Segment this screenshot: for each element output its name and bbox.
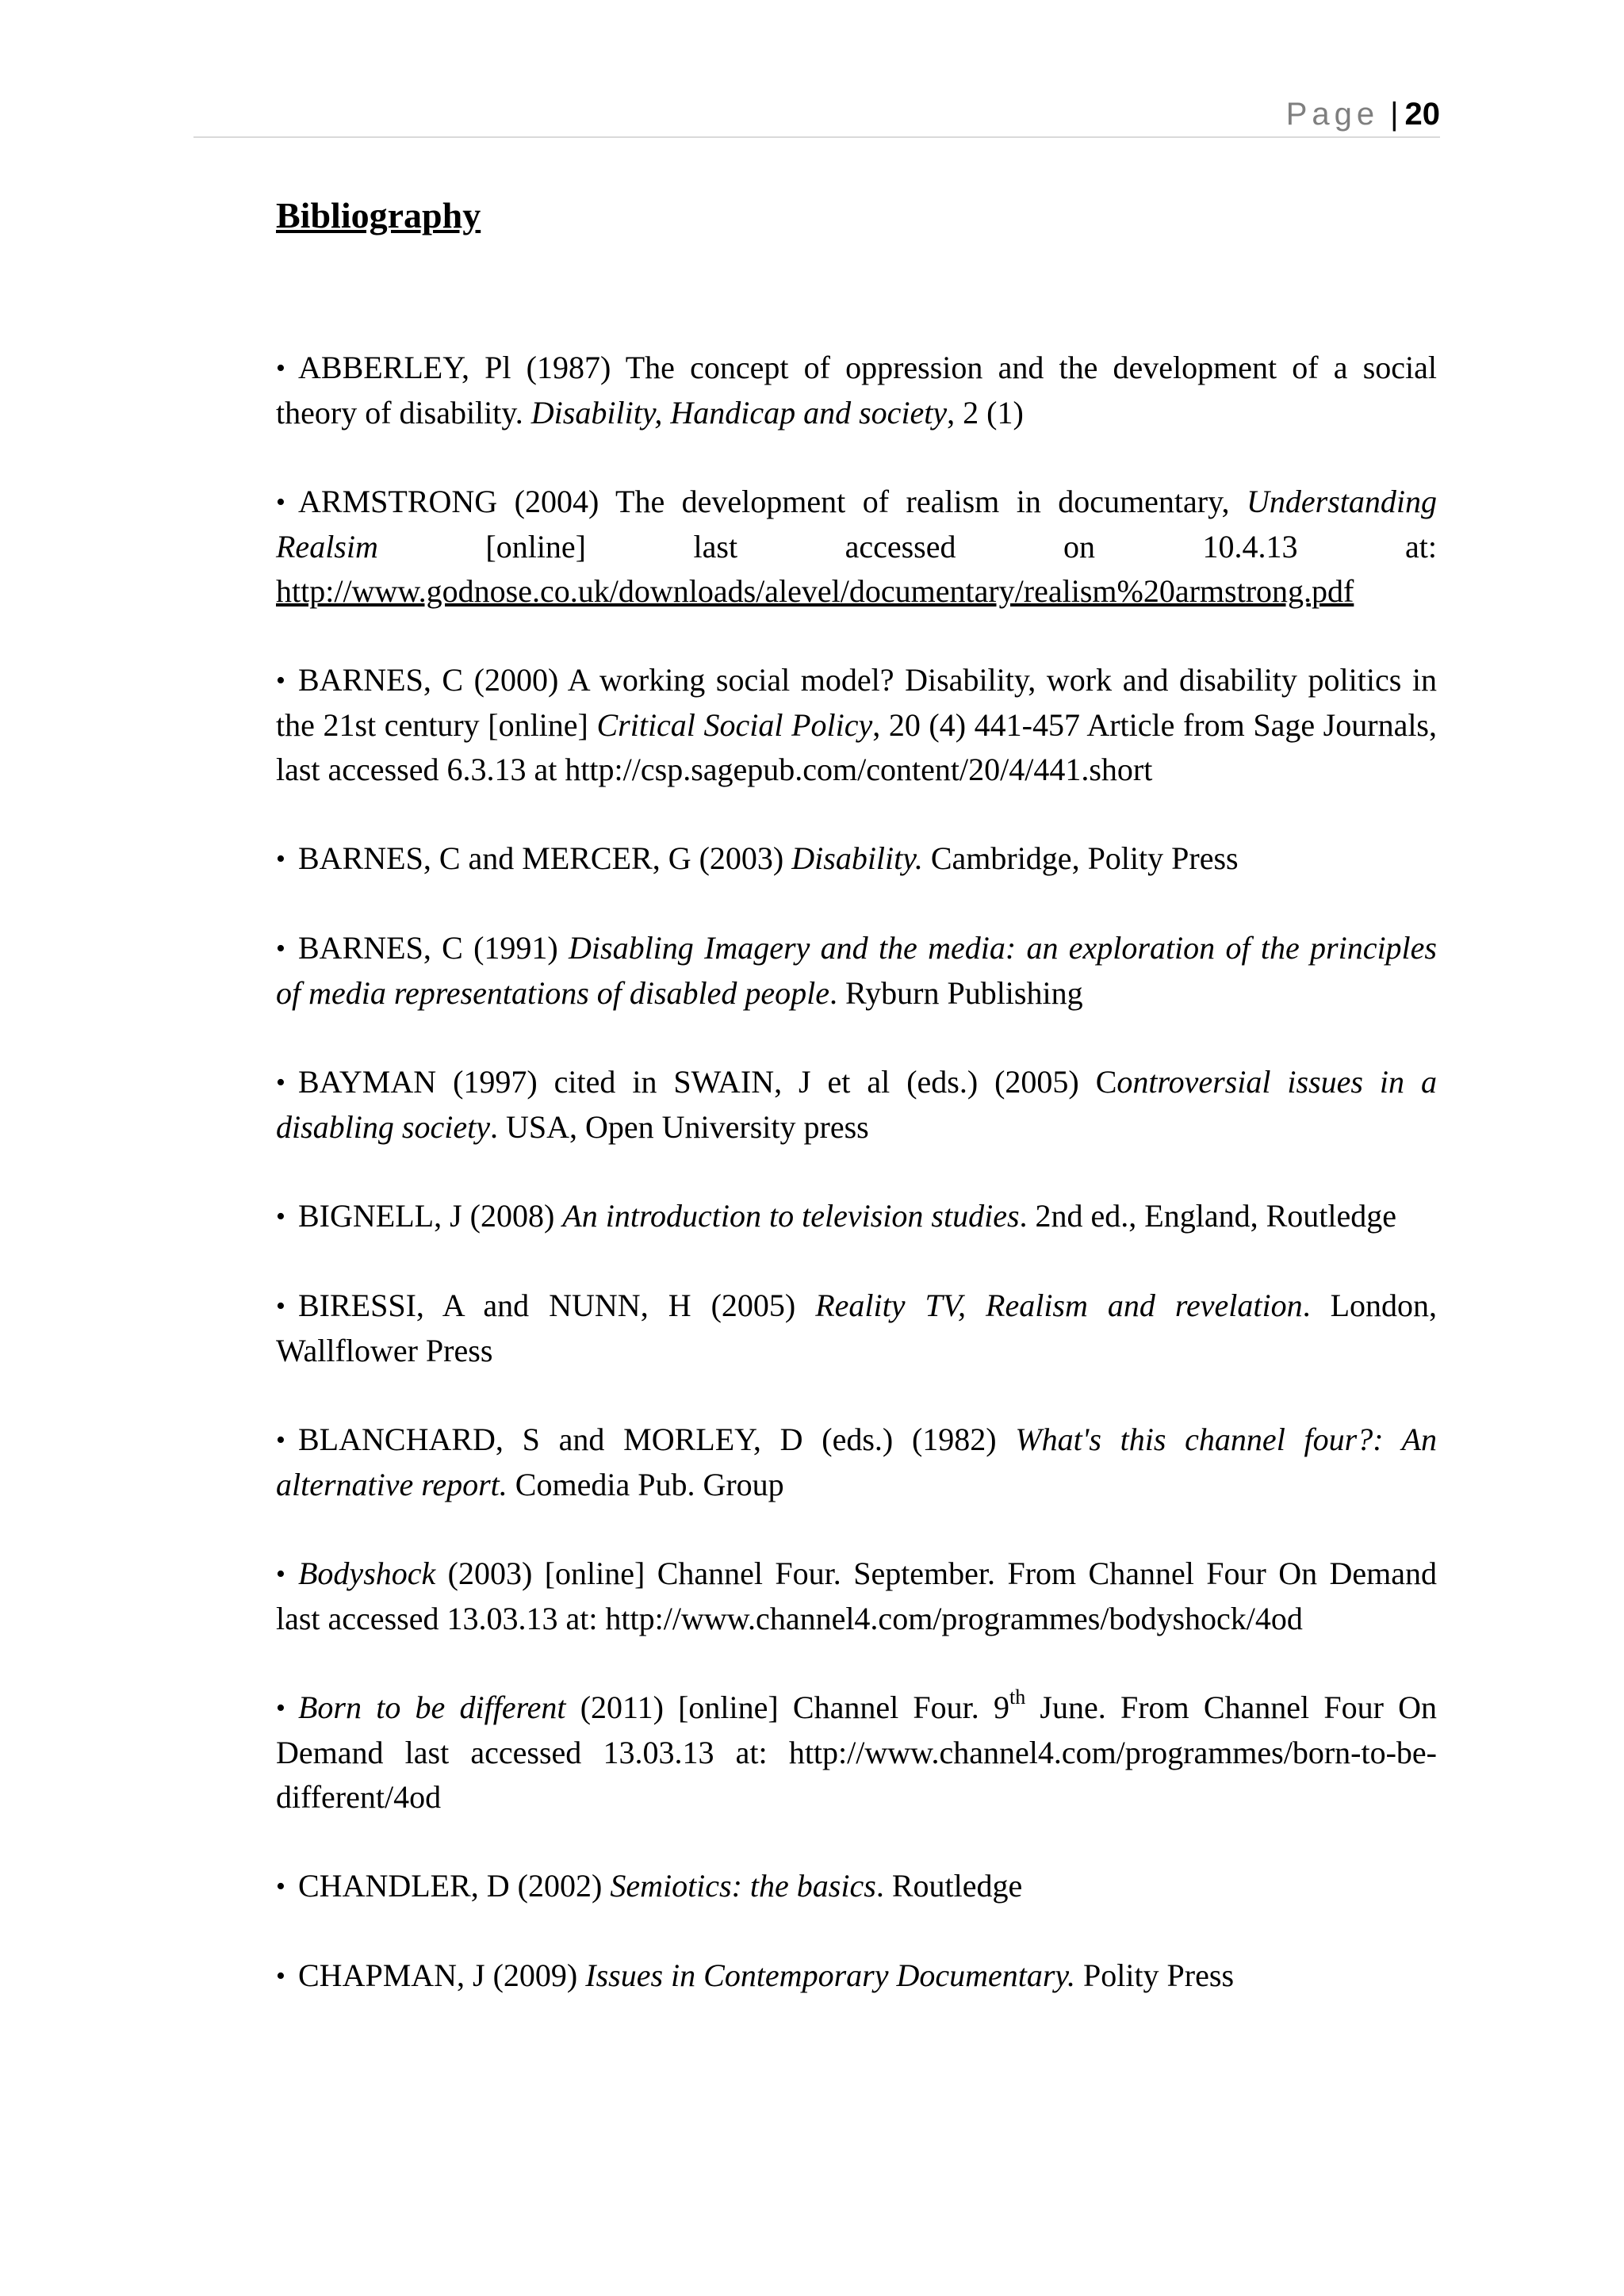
bibliography-entry — [276, 1954, 1437, 1999]
page-word: Page — [1285, 97, 1380, 132]
bibliography-entry — [276, 1060, 1437, 1150]
entry-text: (2011) [online] Channel Four. 9 — [565, 1689, 1009, 1725]
page-number: 20 — [1404, 97, 1440, 132]
entry-text: . Routledge — [875, 1868, 1023, 1904]
entry-italic-text: Critical Social Policy — [596, 707, 873, 743]
entry-text: . USA, Open University press — [489, 1109, 869, 1145]
entry-text: ABBERLEY, Pl (1987) The concept of oppression and the development of a social theory of disability. — [276, 350, 1437, 430]
entry-text: . London, Wallflower Press — [276, 1288, 1438, 1368]
bullet-icon: • — [276, 1961, 285, 1991]
bullet-icon: • — [276, 1693, 285, 1723]
entry-text: (2003) [online] Channel Four. September. From Channel Four On Demand last accessed 13.03.13 at: http://www.channel4.com/programmes/bodyshock/4od — [276, 1556, 1437, 1636]
entry-italic-text: Understanding Realsim — [276, 484, 1437, 564]
bibliography-entry — [276, 1284, 1437, 1373]
entry-text: BIGNELL, J (2008) — [298, 1198, 563, 1234]
entry-text: , 2 (1) — [947, 395, 1024, 430]
bullet-icon: • — [276, 1202, 285, 1231]
entry-italic-text: An introduction to television studies — [562, 1198, 1020, 1234]
entry-text: BARNES, C (1991) — [298, 930, 569, 966]
page-separator: | — [1390, 97, 1399, 132]
entry-text: , 20 (4) 441-457 Article from Sage Journals, last accessed 6.3.13 at http://csp.sagepub.com/content/20/4/441.short — [276, 707, 1438, 787]
bibliography-entry — [276, 1552, 1437, 1641]
bullet-icon: • — [276, 934, 285, 963]
entry-text: ARMSTRONG (2004) The development of realism in documentary, — [298, 484, 1247, 519]
entry-italic-text: Born to be different — [298, 1689, 566, 1725]
entry-text: BARNES, C (2000) A working social model? Disability, work and disability politics in the 21st century [online] — [276, 662, 1437, 743]
entry-text: . Ryburn Publishing — [829, 975, 1083, 1011]
bullet-icon: • — [276, 1559, 285, 1589]
entry-italic-text: What's this channel four?: An alternative report. — [276, 1422, 1438, 1502]
bullet-icon: • — [276, 1068, 285, 1097]
entry-text: BIRESSI, A and NUNN, H (2005) — [298, 1288, 816, 1323]
entry-italic-text: ontroversial issues in a disabling society — [276, 1064, 1437, 1145]
bullet-icon: • — [276, 844, 285, 874]
entry-text: BLANCHARD, S and MORLEY, D (eds.) (1982) — [298, 1422, 1016, 1457]
bibliography-entry — [276, 658, 1437, 792]
page-header — [193, 89, 1440, 138]
entry-italic-text: Bodyshock — [298, 1556, 436, 1591]
ordinal-suffix: th — [1009, 1686, 1026, 1709]
entry-text: CHAPMAN, J (2009) — [298, 1957, 586, 1993]
entry-text: [online] last accessed on 10.4.13 at: — [377, 529, 1437, 564]
entry-text: Polity Press — [1074, 1957, 1235, 1993]
entry-text: Cambridge, Polity Press — [922, 840, 1239, 876]
bullet-icon: • — [276, 666, 285, 695]
bibliography-entry — [276, 836, 1437, 882]
bullet-icon: • — [276, 488, 285, 517]
bibliography-entry — [276, 926, 1437, 1016]
entry-italic-text: Issues in Contemporary Documentary. — [585, 1957, 1075, 1993]
bibliography-entry — [276, 1686, 1437, 1820]
entry-italic-text: Disability. — [791, 840, 923, 876]
entry-italic-text: Disabling Imagery and the media: an exploration of the principles of media representations of disabled people — [276, 930, 1437, 1011]
entry-text: BAYMAN (1997) cited in SWAIN, J et al (eds.) (2005) C — [298, 1064, 1117, 1100]
entry-text: . 2nd ed., England, Routledge — [1019, 1198, 1396, 1234]
entry-text: BARNES, C and MERCER, G (2003) — [298, 840, 792, 876]
entry-text: Comedia Pub. Group — [507, 1467, 784, 1502]
bullet-icon: • — [276, 1872, 285, 1901]
bibliography-entry — [276, 1864, 1437, 1909]
bullet-icon: • — [276, 354, 285, 383]
bibliography-entry — [276, 480, 1437, 614]
page-number-label — [1286, 97, 1440, 132]
entry-italic-text: Disability, Handicap and society — [530, 395, 948, 430]
bullet-icon: • — [276, 1425, 285, 1455]
entry-italic-text: Semiotics: the basics — [610, 1868, 876, 1904]
bibliography-entry — [276, 346, 1437, 435]
bibliography-entry — [276, 1418, 1437, 1507]
bibliography-list — [276, 346, 1437, 2043]
entry-italic-text: Reality TV, Realism and revelation — [815, 1288, 1303, 1323]
bibliography-title: Bibliography — [276, 195, 481, 235]
bullet-icon: • — [276, 1292, 285, 1321]
entry-text: June. From Channel Four On Demand last accessed 13.03.13 at: http://www.channel4.com/programmes/born-to-be-different/4od — [276, 1689, 1437, 1815]
entry-text: CHANDLER, D (2002) — [298, 1868, 611, 1904]
entry-link[interactable]: http://www.godnose.co.uk/downloads/alevel/documentary/realism%20armstrong.pdf — [276, 573, 1354, 609]
bibliography-entry — [276, 1194, 1437, 1239]
